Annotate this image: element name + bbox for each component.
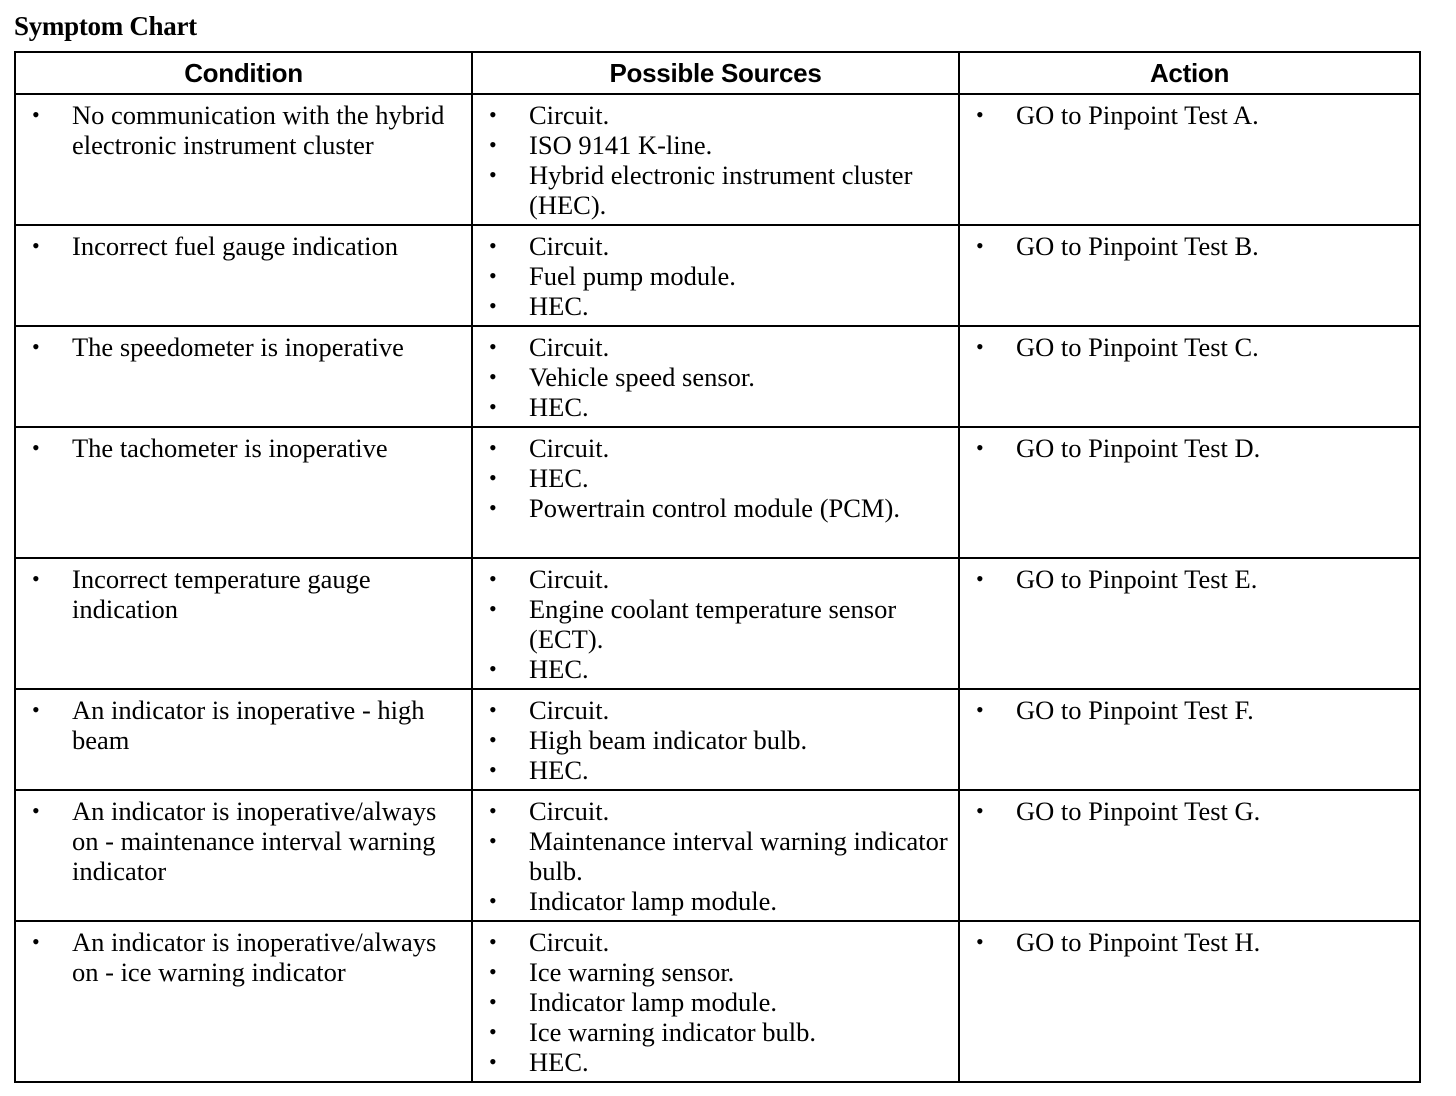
possible-sources-list: [483, 231, 952, 321]
possible-sources-cell: [472, 689, 959, 790]
action-text: • GO to Pinpoint Test B.: [970, 231, 1413, 261]
possible-sources-list: [483, 564, 952, 684]
condition-text: • Incorrect temperature gauge indication: [26, 564, 465, 624]
action-cell: [959, 225, 1420, 326]
possible-sources-cell: [472, 921, 959, 1082]
condition-cell: [15, 94, 472, 225]
table-row: [15, 558, 1420, 689]
possible-sources-list: [483, 927, 952, 1077]
possible-source-item: • HEC.: [483, 1047, 952, 1077]
condition-list: [26, 332, 465, 362]
possible-source-item: • Powertrain control module (PCM).: [483, 493, 952, 523]
condition-text: • An indicator is inoperative - high beam: [26, 695, 465, 755]
possible-sources-list: [483, 796, 952, 916]
possible-sources-cell: [472, 94, 959, 225]
action-list: [970, 332, 1413, 362]
action-list: [970, 796, 1413, 826]
action-list: [970, 695, 1413, 725]
condition-text: • The tachometer is inoperative: [26, 433, 465, 463]
action-text: • GO to Pinpoint Test E.: [970, 564, 1413, 594]
possible-sources-list: [483, 100, 952, 220]
condition-list: [26, 695, 465, 755]
action-text: • GO to Pinpoint Test C.: [970, 332, 1413, 362]
possible-source-item: • HEC.: [483, 392, 952, 422]
possible-source-item: • Maintenance interval warning indicator bulb.: [483, 826, 952, 886]
action-list: [970, 433, 1413, 463]
action-list: [970, 100, 1413, 130]
condition-cell: [15, 921, 472, 1082]
condition-text: • An indicator is inoperative/always on - ice warning indicator: [26, 927, 465, 987]
condition-text: • No communication with the hybrid electronic instrument cluster: [26, 100, 465, 160]
condition-cell: [15, 558, 472, 689]
possible-sources-cell: [472, 326, 959, 427]
condition-text: • An indicator is inoperative/always on - maintenance interval warning indicator: [26, 796, 465, 886]
possible-source-item: • Circuit.: [483, 433, 952, 463]
condition-text: • Incorrect fuel gauge indication: [26, 231, 465, 261]
possible-source-item: • Circuit.: [483, 695, 952, 725]
possible-source-item: • HEC.: [483, 755, 952, 785]
table-row: [15, 225, 1420, 326]
condition-cell: [15, 689, 472, 790]
possible-sources-cell: [472, 427, 959, 558]
symptom-chart-table: [14, 51, 1421, 1083]
table-row: [15, 326, 1420, 427]
table-row: [15, 94, 1420, 225]
possible-source-item: • Fuel pump module.: [483, 261, 952, 291]
possible-sources-cell: [472, 225, 959, 326]
column-header-condition: Condition: [15, 52, 472, 94]
possible-source-item: • Circuit.: [483, 231, 952, 261]
condition-list: [26, 564, 465, 624]
possible-source-item: • Circuit.: [483, 100, 952, 130]
condition-text: • The speedometer is inoperative: [26, 332, 465, 362]
condition-list: [26, 927, 465, 987]
possible-source-item: • Ice warning sensor.: [483, 957, 952, 987]
possible-source-item: • Vehicle speed sensor.: [483, 362, 952, 392]
condition-list: [26, 433, 465, 463]
action-cell: [959, 921, 1420, 1082]
action-list: [970, 564, 1413, 594]
possible-source-item: • Indicator lamp module.: [483, 886, 952, 916]
possible-sources-cell: [472, 790, 959, 921]
header-row: [15, 52, 1420, 94]
action-text: • GO to Pinpoint Test F.: [970, 695, 1413, 725]
column-header-possible-sources: Possible Sources: [472, 52, 959, 94]
possible-sources-list: [483, 433, 952, 523]
action-text: • GO to Pinpoint Test G.: [970, 796, 1413, 826]
possible-source-item: • Circuit.: [483, 927, 952, 957]
table-row: [15, 921, 1420, 1082]
action-cell: [959, 427, 1420, 558]
table-row: [15, 689, 1420, 790]
action-list: [970, 927, 1413, 957]
condition-cell: [15, 225, 472, 326]
condition-cell: [15, 790, 472, 921]
possible-sources-cell: [472, 558, 959, 689]
possible-source-item: • Indicator lamp module.: [483, 987, 952, 1017]
action-cell: [959, 558, 1420, 689]
possible-source-item: • Circuit.: [483, 564, 952, 594]
possible-source-item: • Ice warning indicator bulb.: [483, 1017, 952, 1047]
column-header-action: Action: [959, 52, 1420, 94]
possible-sources-list: [483, 695, 952, 785]
condition-list: [26, 100, 465, 160]
action-cell: [959, 326, 1420, 427]
possible-source-item: • Engine coolant temperature sensor (ECT).: [483, 594, 952, 654]
possible-source-item: • HEC.: [483, 654, 952, 684]
action-text: • GO to Pinpoint Test A.: [970, 100, 1413, 130]
possible-source-item: • Hybrid electronic instrument cluster (HEC).: [483, 160, 952, 220]
table-row: [15, 427, 1420, 558]
action-cell: [959, 94, 1420, 225]
possible-source-item: • ISO 9141 K-line.: [483, 130, 952, 160]
condition-list: [26, 796, 465, 886]
action-text: • GO to Pinpoint Test H.: [970, 927, 1413, 957]
condition-cell: [15, 326, 472, 427]
table-row: [15, 790, 1420, 921]
action-text: • GO to Pinpoint Test D.: [970, 433, 1413, 463]
page-title: Symptom Chart: [14, 11, 197, 41]
condition-cell: [15, 427, 472, 558]
possible-sources-list: [483, 332, 952, 422]
condition-list: [26, 231, 465, 261]
possible-source-item: • Circuit.: [483, 332, 952, 362]
possible-source-item: • High beam indicator bulb.: [483, 725, 952, 755]
possible-source-item: • HEC.: [483, 291, 952, 321]
action-cell: [959, 790, 1420, 921]
possible-source-item: • HEC.: [483, 463, 952, 493]
action-list: [970, 231, 1413, 261]
action-cell: [959, 689, 1420, 790]
possible-source-item: • Circuit.: [483, 796, 952, 826]
